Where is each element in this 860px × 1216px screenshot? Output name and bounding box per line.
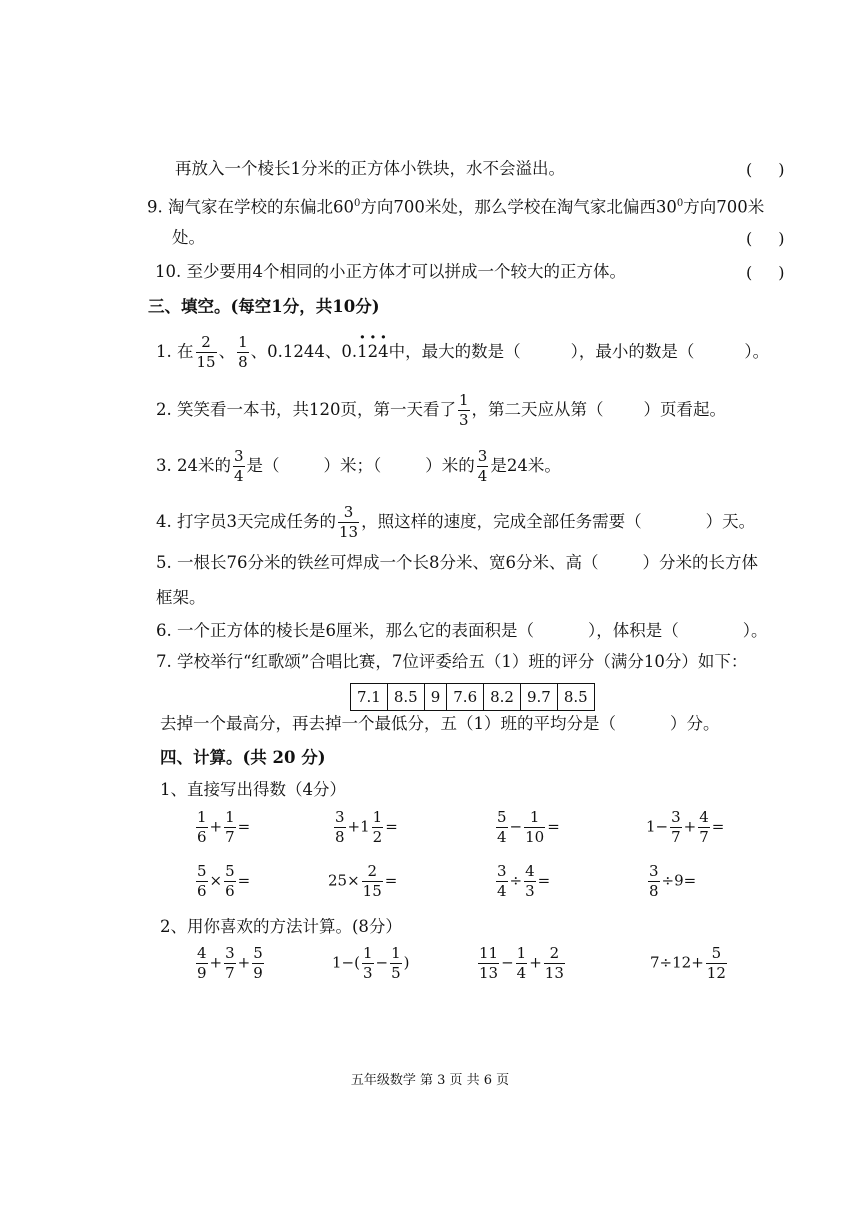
fraction: $\frac{1}{4}$ bbox=[516, 944, 527, 982]
section4-sub2: 2、用你喜欢的方法计算。(8分） bbox=[160, 917, 402, 936]
fill-q7-line2: 去掉一个最高分，再去掉一个最低分，五（1）班的平均分是（ ）分。 bbox=[160, 714, 720, 733]
fraction: $\frac{2}{15}$ bbox=[196, 333, 216, 371]
calc-11: $\frac{11}{13}$ − $\frac{1}{4}$ + $\frac{2}{13}$ bbox=[479, 944, 564, 982]
table-row bbox=[351, 684, 595, 711]
fill-q5-line2: 框架。 bbox=[156, 588, 206, 607]
calc-10: 1−( $\frac{1}{3}$ − $\frac{1}{5}$ ) bbox=[332, 944, 410, 982]
fraction: $\frac{4}{3}$ bbox=[525, 862, 535, 900]
fraction: $\frac{11}{13}$ bbox=[479, 944, 499, 982]
fill-q5: 5. 一根长76分米的铁丝可焊成一个长8分米、宽6分米、高（ ）分米的长方体 bbox=[156, 553, 758, 572]
fraction: $\frac{5}{6}$ bbox=[197, 862, 207, 900]
fraction: $\frac{3}{4}$ bbox=[477, 447, 488, 485]
fraction: $\frac{3}{8}$ bbox=[649, 862, 659, 900]
score-cell: 8.5 bbox=[387, 684, 424, 711]
fraction: $\frac{2}{15}$ bbox=[362, 862, 382, 900]
calc-1: $\frac{1}{6}$ + $\frac{1}{7}$ = bbox=[197, 808, 251, 846]
score-cell: 8.5 bbox=[557, 684, 594, 711]
fraction: $\frac{1}{10}$ bbox=[525, 808, 545, 846]
calc-8: $\frac{3}{8}$ ÷9= bbox=[649, 862, 697, 900]
fraction: $\frac{3}{4}$ bbox=[497, 862, 507, 900]
calc-5: $\frac{5}{6}$ × $\frac{5}{6}$ = bbox=[197, 862, 251, 900]
calc-6: 25× $\frac{2}{15}$ = bbox=[328, 862, 398, 900]
fraction: $\frac{1}{5}$ bbox=[391, 944, 401, 982]
fraction: $\frac{5}{12}$ bbox=[706, 944, 726, 982]
fraction: $\frac{3}{7}$ bbox=[225, 944, 235, 982]
fraction: $\frac{4}{7}$ bbox=[699, 808, 709, 846]
degree-sup: 0 bbox=[676, 198, 684, 209]
fraction: $\frac{1}{3}$ bbox=[362, 944, 373, 982]
fraction: $\frac{3}{13}$ bbox=[339, 503, 359, 541]
fraction: $\frac{5}{9}$ bbox=[253, 944, 263, 982]
score-table bbox=[350, 683, 595, 711]
repeating-digit: · 1 bbox=[357, 332, 368, 372]
judge-q9-line2: 处。 bbox=[172, 228, 205, 247]
score-cell: 8.2 bbox=[484, 684, 521, 711]
calc-3: $\frac{5}{4}$ − $\frac{1}{10}$ = bbox=[497, 808, 560, 846]
calc-7: $\frac{3}{4}$ ÷ $\frac{4}{3}$ = bbox=[497, 862, 551, 900]
answer-paren-9: ( ) bbox=[746, 229, 785, 248]
fill-q6: 6. 一个正方体的棱长是6厘米，那么它的表面积是（ ），体积是（ ）。 bbox=[156, 621, 768, 640]
fraction: $\frac{1}{8}$ bbox=[238, 333, 248, 371]
calc-2: $\frac{3}{8}$ +1 $\frac{1}{2}$ = bbox=[335, 808, 398, 846]
fraction: $\frac{3}{7}$ bbox=[671, 808, 681, 846]
score-cell: 7.1 bbox=[351, 684, 388, 711]
score-cell: 9 bbox=[424, 684, 447, 711]
fill-q4: 4. 打字员3天完成任务的 $\frac{3}{13}$ ，照这样的速度，完成全部任务需要（ ）天。 bbox=[156, 503, 756, 541]
fraction: $\frac{3}{4}$ bbox=[233, 447, 244, 485]
repeating-digit: · 4 bbox=[378, 332, 389, 372]
calc-4: 1− $\frac{3}{7}$ + $\frac{4}{7}$ = bbox=[646, 808, 725, 846]
repeating-digit: · 2 bbox=[368, 332, 379, 372]
page-footer: 五年级数学 第 3 页 共 6 页 bbox=[350, 1073, 510, 1088]
fraction: $\frac{1}{3}$ bbox=[458, 391, 469, 429]
fraction: $\frac{3}{8}$ bbox=[335, 808, 345, 846]
calc-9: $\frac{4}{9}$ + $\frac{3}{7}$ + $\frac{5}{9}$ bbox=[197, 944, 263, 982]
section4-sub1: 1、直接写出得数（4分） bbox=[160, 780, 346, 799]
answer-paren-8: ( ) bbox=[746, 160, 785, 179]
judge-line-8-text: 再放入一个棱长1分米的正方体小铁块，水不会溢出。 bbox=[175, 159, 565, 178]
score-cell: 9.7 bbox=[520, 684, 557, 711]
fraction: $\frac{5}{6}$ bbox=[225, 862, 235, 900]
judge-line-8-cont bbox=[175, 158, 565, 180]
degree-sup: 0 bbox=[353, 198, 361, 209]
section4-title: 四、计算。(共 20 分) bbox=[160, 748, 326, 767]
judge-q9: 9. 淘气家在学校的东偏北$60^0$方向700米处，那么学校在淘气家北偏西$30^0$方向700米 bbox=[147, 197, 765, 217]
answer-paren-10: ( ) bbox=[746, 263, 785, 282]
fill-q7: 7. 学校举行“红歌颂”合唱比赛，7位评委给五（1）班的评分（满分10分）如下： bbox=[156, 652, 748, 671]
fraction: $\frac{5}{4}$ bbox=[497, 808, 507, 846]
fraction: $\frac{4}{9}$ bbox=[197, 944, 207, 982]
section3-title: 三、填空。(每空1分，共10分) bbox=[148, 297, 380, 316]
fill-q3: 3. 24米的 $\frac{3}{4}$ 是（ ）米；（ ）米的 $\frac{3}{4}$ 是24米。 bbox=[156, 447, 561, 485]
score-cell: 7.6 bbox=[447, 684, 484, 711]
calc-12: 7÷12+ $\frac{5}{12}$ bbox=[650, 944, 726, 982]
judge-q10: 10. 至少要用4个相同的小正方体才可以拼成一个较大的正方体。 bbox=[155, 262, 626, 281]
fraction: $\frac{2}{13}$ bbox=[544, 944, 564, 982]
fraction: $\frac{1}{2}$ bbox=[372, 808, 383, 846]
fill-q1: 1. 在 $\frac{2}{15}$ 、 $\frac{1}{8}$ 、0.1244、0.· 1· 2· 4中，最大的数是（ ），最小的数是（ ）。 bbox=[156, 332, 769, 372]
fill-q2: 2. 笑笑看一本书，共120页，第一天看了 $\frac{1}{3}$ ，第二天应从第（ ）页看起。 bbox=[156, 391, 727, 429]
fraction: $\frac{1}{6}$ bbox=[197, 808, 207, 846]
fraction: $\frac{1}{7}$ bbox=[225, 808, 235, 846]
